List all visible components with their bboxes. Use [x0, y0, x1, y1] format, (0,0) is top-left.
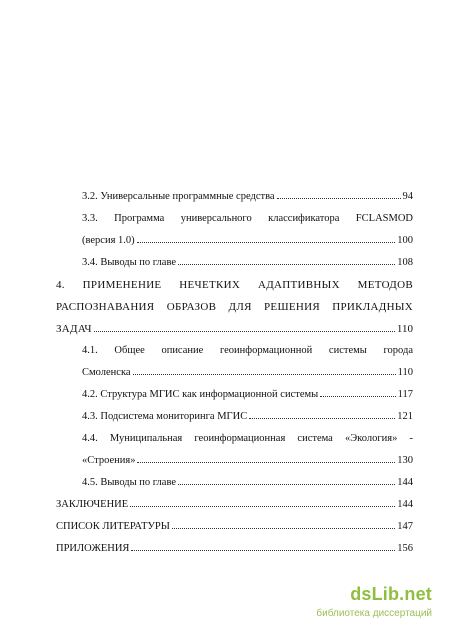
toc-section — [56, 516, 413, 538]
toc-entry-title: 4.2. Структура МГИС как информационной системы — [82, 389, 319, 400]
toc-entry-page: 100 — [397, 235, 413, 246]
dot-leader — [178, 263, 395, 265]
toc-entry-page: 94 — [402, 191, 413, 202]
toc-entry-page: 108 — [397, 257, 413, 268]
toc-entry-title-cont: Смоленска — [82, 367, 131, 378]
toc-chapter-continuation — [56, 318, 413, 340]
toc-entry-page: 147 — [397, 521, 413, 532]
toc-entry-page: 156 — [397, 543, 413, 554]
toc-entry-continuation — [56, 450, 413, 472]
toc-entry-continuation — [56, 230, 413, 252]
toc-section-title: ЗАКЛЮЧЕНИЕ — [56, 499, 129, 510]
dot-leader — [178, 483, 395, 485]
toc-entry-page: 121 — [397, 411, 413, 422]
dot-leader — [249, 417, 395, 419]
toc-entry-title: 4.1. Общее описание геоинформационной системы города — [82, 345, 413, 356]
dot-leader — [94, 330, 395, 332]
watermark — [312, 584, 432, 624]
toc-entry — [56, 252, 413, 274]
toc-entry-title: 3.2. Универсальные программные средства — [82, 191, 275, 202]
toc-entry-page: 130 — [397, 455, 413, 466]
toc-entry-title-cont: «Строения» — [82, 455, 136, 466]
toc-entry-page: 110 — [397, 367, 413, 378]
toc-entry — [56, 472, 413, 494]
toc-entry — [56, 428, 413, 450]
toc-chapter-title-cont: ЗАДАЧ — [56, 323, 92, 335]
watermark-subtitle: библиотека диссертаций — [316, 608, 432, 619]
toc-entry-page: 144 — [397, 477, 413, 488]
toc-entry-title: 3.3. Программа универсального классификатора FCLASMOD — [82, 213, 413, 224]
toc-entry-page: 117 — [397, 389, 413, 400]
toc-section-title: ПРИЛОЖЕНИЯ — [56, 543, 130, 554]
toc-entry-continuation — [56, 362, 413, 384]
toc-chapter-line — [56, 296, 413, 318]
toc-chapter — [56, 274, 413, 296]
toc-section-title: СПИСОК ЛИТЕРАТУРЫ — [56, 521, 170, 532]
toc-entry — [56, 384, 413, 406]
toc-chapter-title-line2: РАСПОЗНАВАНИЯ ОБРАЗОВ ДЛЯ РЕШЕНИЯ ПРИКЛАДНЫХ — [56, 301, 413, 313]
dot-leader — [320, 395, 395, 397]
toc-section — [56, 538, 413, 560]
dot-leader — [130, 505, 395, 507]
toc-entry — [56, 340, 413, 362]
dot-leader — [137, 241, 396, 243]
toc-entry-title: 4.5. Выводы по главе — [82, 477, 177, 488]
dot-leader — [137, 461, 395, 463]
toc-entry — [56, 406, 413, 428]
toc-chapter-title: 4. ПРИМЕНЕНИЕ НЕЧЕТКИХ АДАПТИВНЫХ МЕТОДОВ — [56, 279, 413, 291]
toc-section — [56, 494, 413, 516]
toc-entry — [56, 186, 413, 208]
toc-entry-page: 144 — [397, 499, 413, 510]
dot-leader — [133, 373, 396, 375]
toc-entry-page: 110 — [396, 323, 413, 335]
toc-entry-title: 3.4. Выводы по главе — [82, 257, 177, 268]
watermark-logo: dsLib.net — [350, 584, 432, 604]
dot-leader — [131, 549, 395, 551]
toc-entry-title: 4.3. Подсистема мониторинга МГИС — [82, 411, 248, 422]
toc-entry-title-cont: (версия 1.0) — [82, 235, 135, 246]
dot-leader — [172, 527, 395, 529]
table-of-contents — [56, 186, 413, 560]
toc-entry — [56, 208, 413, 230]
dot-leader — [277, 197, 401, 199]
toc-entry-title: 4.4. Муниципальная геоинформационная система «Экология» - — [82, 433, 413, 444]
